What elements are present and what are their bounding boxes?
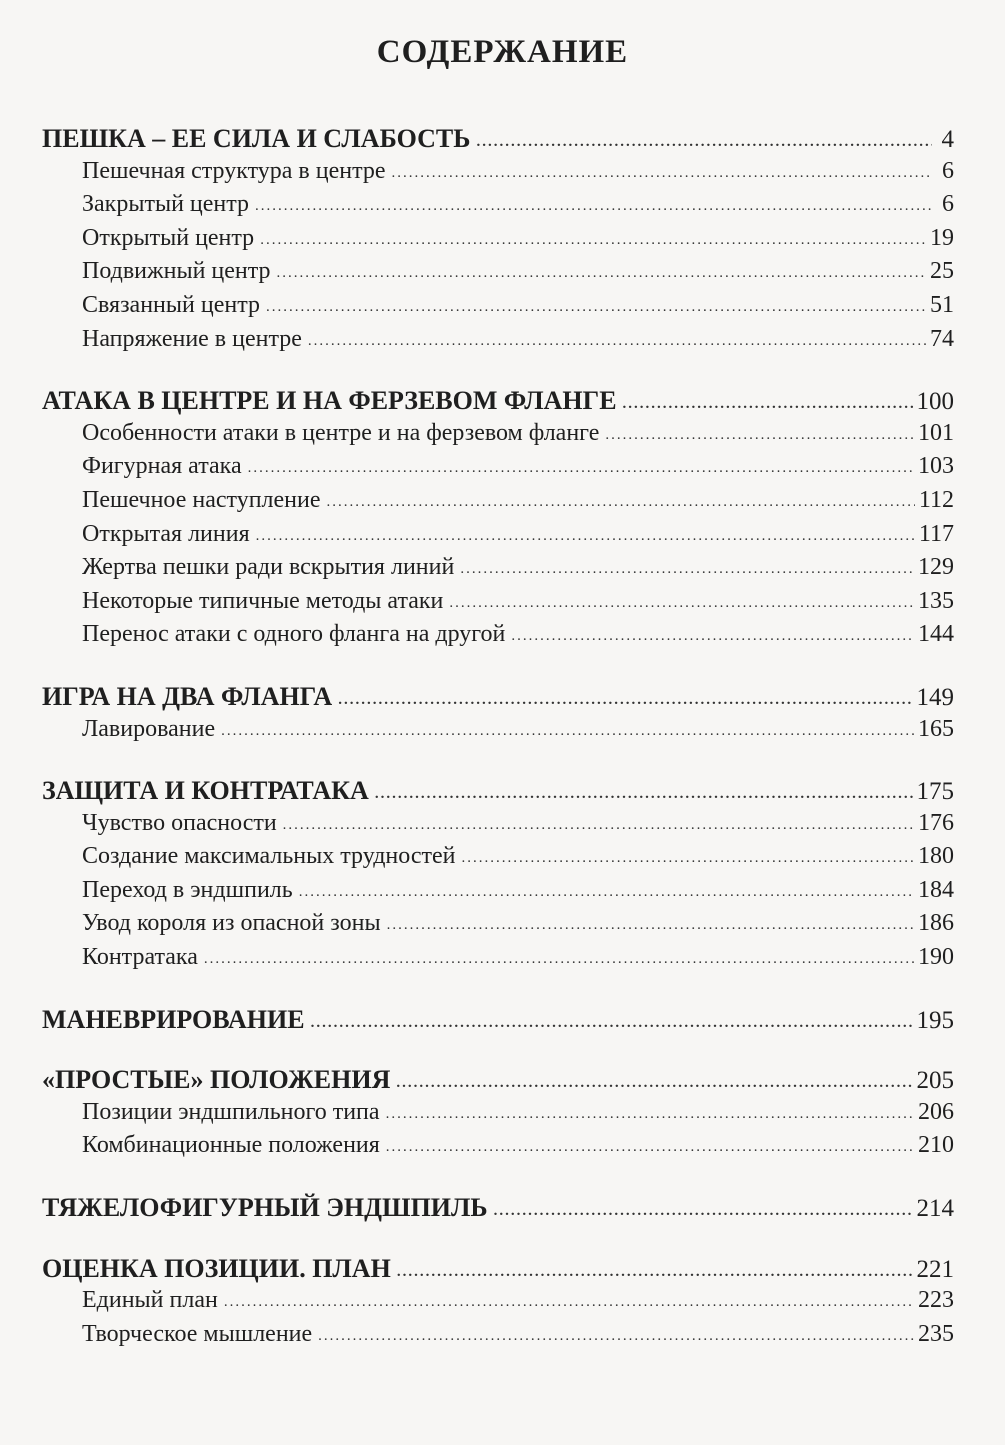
toc-entry-label: Напряжение в центре [82,325,302,352]
toc-entry-label: Творческое мышление [82,1320,313,1347]
dot-leader [299,884,914,901]
toc-entry-label: Открытый центр [82,224,255,251]
dot-leader [277,265,926,282]
page-number: 6 [942,157,954,184]
dot-leader [338,692,912,709]
dot-leader [256,528,915,545]
dot-leader [623,396,913,413]
toc-entry-label: Открытая линия [82,520,250,547]
toc-section [42,776,954,978]
toc-entry[interactable] [42,191,954,225]
dot-leader [266,299,926,316]
dot-leader [283,817,914,834]
toc-chapter-heading-label: ОЦЕНКА ПОЗИЦИИ. ПЛАН [42,1253,391,1283]
toc-entry[interactable] [42,453,954,487]
dot-leader [386,1106,914,1123]
toc-entry-label: Особенности атаки в центре и на ферзевом фланге [82,419,600,446]
toc-entry[interactable] [42,843,954,877]
page-number: 6 [942,191,954,218]
toc-chapter-heading[interactable] [42,682,954,716]
toc-entry[interactable] [42,910,954,944]
dot-leader [224,1294,914,1311]
toc-entry[interactable] [42,1132,954,1166]
toc-chapter-heading-label: АТАКА В ЦЕНТРЕ И НА ФЕРЗЕВОМ ФЛАНГЕ [42,386,617,416]
toc-entry[interactable] [42,326,954,360]
toc-chapter-heading-label: ЗАЩИТА И КОНТРАТАКА [42,776,369,806]
toc-chapter-heading-label: ПЕШКА – ЕЕ СИЛА И СЛАБОСТЬ [42,124,471,153]
toc-entry[interactable] [42,158,954,192]
toc-entry-label: Пешечное наступление [82,486,321,513]
page-number: 129 [918,554,954,581]
dot-leader [375,786,913,803]
page-number: 19 [930,224,954,251]
toc-chapter-heading-label: «ПРОСТЫЕ» ПОЛОЖЕНИЯ [42,1065,391,1095]
toc-section [42,1193,954,1227]
dot-leader [460,561,914,578]
toc-entry-label: Единый план [82,1287,218,1314]
toc-entry[interactable] [42,621,954,655]
page-number: 235 [918,1320,954,1347]
toc-entry-label: Жертва пешки ради вскрытия линий [82,554,455,581]
toc-entry[interactable] [42,487,954,521]
toc-chapter-heading[interactable] [42,124,954,158]
toc-chapter-heading-label: ТЯЖЕЛОФИГУРНЫЙ ЭНДШПИЛЬ [42,1193,488,1223]
dot-leader [449,595,914,612]
page-number: 103 [918,453,954,480]
page-number: 74 [930,325,954,352]
toc-entry-label: Контратака [82,944,198,971]
toc-chapter-heading[interactable] [42,1254,954,1288]
toc-entry[interactable] [42,292,954,326]
page-number: 223 [918,1287,954,1314]
toc-entry[interactable] [42,716,954,750]
toc-section [42,1254,954,1355]
page-number: 210 [918,1132,954,1159]
toc-chapter-heading[interactable] [42,386,954,420]
dot-leader [255,198,932,215]
toc-chapter-heading[interactable] [42,776,954,810]
page-number: 184 [918,876,954,903]
page-number: 25 [930,258,954,285]
toc-entry[interactable] [42,521,954,555]
dot-leader [311,1015,913,1032]
toc-entry-label: Подвижный центр [82,258,271,285]
dot-leader [462,850,914,867]
toc-entry-label: Увод короля из опасной зоны [82,910,381,937]
toc-chapter-heading[interactable] [42,1193,954,1227]
page-number: 51 [930,291,954,318]
dot-leader [260,232,926,249]
dot-leader [248,460,914,477]
toc-chapter-heading-label: ИГРА НА ДВА ФЛАНГА [42,681,333,711]
dot-leader [327,494,915,511]
page-number: 190 [918,944,954,971]
page-number: 175 [916,778,954,806]
dot-leader [396,1075,912,1092]
toc-entry-label: Лавирование [82,715,216,742]
page-number: 176 [918,809,954,836]
page-number: 135 [918,587,954,614]
dot-leader [397,1264,913,1281]
toc-section [42,386,954,655]
dot-leader [387,917,914,934]
page-number: 180 [918,843,954,870]
dot-leader [476,134,932,151]
toc-entry[interactable] [42,225,954,259]
toc-entry-label: Комбинационные положения [82,1132,380,1159]
dot-leader [511,628,914,645]
page-number: 100 [916,388,954,416]
dot-leader [318,1328,914,1345]
toc-chapter-heading[interactable] [42,1065,954,1099]
toc-chapter-heading[interactable] [42,1005,954,1039]
toc-entry[interactable] [42,588,954,622]
toc-entry[interactable] [42,554,954,588]
page-number: 101 [918,419,954,446]
toc-entry-label: Перенос атаки с одного фланга на другой [82,621,506,648]
toc-entry-label: Некоторые типичные методы атаки [82,587,444,614]
page-number: 206 [918,1098,954,1125]
toc-entry[interactable] [42,1321,954,1355]
toc-section [42,682,954,749]
dot-leader [308,333,926,350]
dot-leader [392,165,932,182]
toc-entry[interactable] [42,1099,954,1133]
page-number: 144 [918,621,954,648]
toc-section [42,1005,954,1039]
dot-leader [605,427,914,444]
dot-leader [386,1139,914,1156]
toc-entry-label: Фигурная атака [82,453,242,480]
toc-section [42,1065,954,1166]
toc-entry-label: Чувство опасности [82,809,277,836]
toc-section [42,124,954,359]
toc-entry-label: Связанный центр [82,291,260,318]
toc-entry-label: Пешечная структура в центре [82,157,386,184]
dot-leader [204,951,914,968]
toc-entry[interactable] [42,258,954,292]
page-number: 214 [916,1195,954,1223]
page-number: 195 [916,1006,954,1034]
dot-leader [221,723,914,740]
page-number: 149 [916,683,954,711]
toc-entry[interactable] [42,1287,954,1321]
page-number: 117 [918,520,954,547]
page-number: 112 [918,486,954,513]
toc-entry-label: Позиции эндшпильного типа [82,1098,380,1125]
toc-entry[interactable] [42,420,954,454]
toc-chapter-heading-label: МАНЕВРИРОВАНИЕ [42,1004,305,1034]
page-number: 165 [918,715,954,742]
page-number: 4 [941,126,954,153]
toc-entry[interactable] [42,810,954,844]
toc-entry[interactable] [42,944,954,978]
dot-leader [494,1203,913,1220]
page-number: 221 [916,1255,954,1283]
toc-entry-label: Переход в эндшпиль [82,876,293,903]
toc-entry-label: Создание максимальных трудностей [82,843,456,870]
toc-entry[interactable] [42,877,954,911]
page-number: 186 [918,910,954,937]
page-title: СОДЕРЖАНИЕ [376,34,629,70]
toc-entry-label: Закрытый центр [82,191,250,218]
page-number: 205 [916,1067,954,1095]
table-of-contents [42,124,954,1381]
